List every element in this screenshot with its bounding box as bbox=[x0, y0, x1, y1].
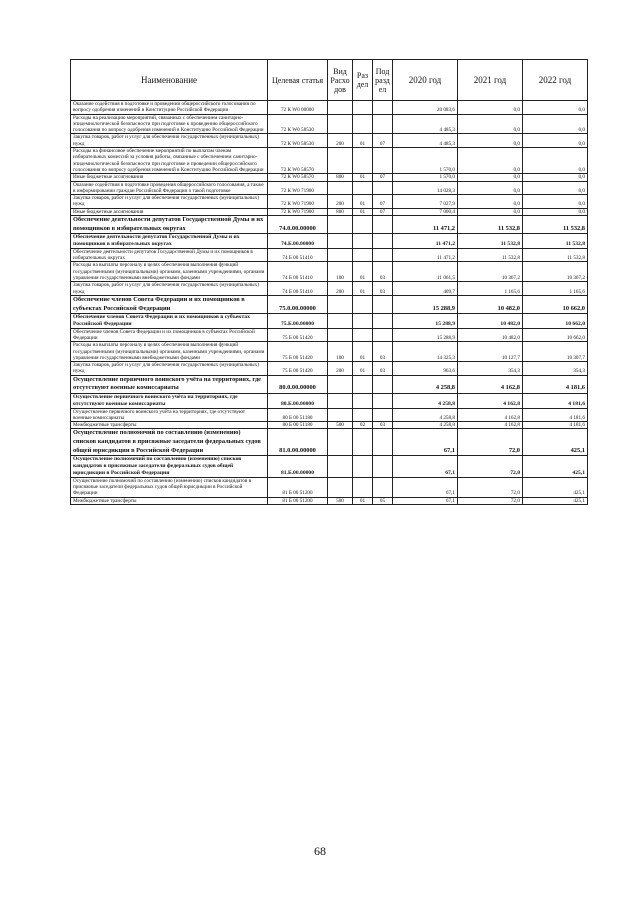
cell-2021: 72,0 bbox=[458, 497, 523, 504]
cell-section bbox=[353, 328, 373, 342]
budget-table bbox=[70, 59, 588, 505]
cell-subsection: 07 bbox=[373, 174, 393, 181]
cell-target-article: 72 К W0 58530 bbox=[268, 114, 328, 134]
cell-2020: 14 325,3 bbox=[393, 342, 458, 362]
cell-name: Осуществление первичного воинского учёта на территориях, где отсутствуют военные комиссариаты bbox=[71, 375, 268, 393]
cell-2022: 0,0 bbox=[523, 208, 588, 215]
table-row bbox=[71, 422, 588, 429]
table-row bbox=[71, 234, 588, 249]
cell-2022: 10 367,2 bbox=[523, 262, 588, 282]
table-row bbox=[71, 174, 588, 181]
cell-2022: 0,0 bbox=[523, 134, 588, 148]
cell-name: Обеспечение деятельности депутатов Государственной Думы и их помощников в избирательных округах bbox=[71, 234, 268, 249]
cell-2021: 72,0 bbox=[458, 477, 523, 497]
cell-target-article: 75 Б 00 51420 bbox=[268, 342, 328, 362]
cell-expense-type bbox=[328, 114, 353, 134]
cell-2020: 4 258,8 bbox=[393, 375, 458, 393]
cell-expense-type bbox=[328, 375, 353, 393]
cell-2021: 0,0 bbox=[458, 181, 523, 195]
table-row bbox=[71, 429, 588, 456]
cell-2020: 11 061,5 bbox=[393, 262, 458, 282]
cell-2022: 0,0 bbox=[523, 114, 588, 134]
cell-2020: 11 471,2 bbox=[393, 248, 458, 262]
cell-2021: 354,3 bbox=[458, 362, 523, 376]
cell-section bbox=[353, 181, 373, 195]
cell-2022: 0,0 bbox=[523, 195, 588, 209]
cell-2021: 11 532,8 bbox=[458, 216, 523, 234]
header-year-2020: 2020 год bbox=[393, 60, 458, 101]
cell-target-article: 81 Б 00 51200 bbox=[268, 497, 328, 504]
cell-subsection: 07 bbox=[373, 208, 393, 215]
table-row bbox=[71, 408, 588, 422]
cell-2021: 0,0 bbox=[458, 195, 523, 209]
cell-2020: 4 258,8 bbox=[393, 408, 458, 422]
cell-2021: 0,0 bbox=[458, 101, 523, 115]
table-body bbox=[71, 101, 588, 505]
cell-2021: 4 162,8 bbox=[458, 393, 523, 408]
cell-2020: 409,7 bbox=[393, 282, 458, 296]
cell-2022: 11 532,8 bbox=[523, 248, 588, 262]
cell-subsection bbox=[373, 101, 393, 115]
cell-2022: 4 181,6 bbox=[523, 393, 588, 408]
cell-name: Осуществление полномочий по составлению (изменению) списков кандидатов в присяжные заседатели федеральных судов общей юрисдикции в Российской Федерации bbox=[71, 477, 268, 497]
cell-target-article: 81.Б.00.00000 bbox=[268, 456, 328, 477]
cell-target-article: 74.Б.00.00000 bbox=[268, 234, 328, 249]
cell-2021: 10 482,0 bbox=[458, 328, 523, 342]
header-year-2021: 2021 год bbox=[458, 60, 523, 101]
cell-section bbox=[353, 477, 373, 497]
table-row bbox=[71, 328, 588, 342]
cell-section bbox=[353, 248, 373, 262]
cell-name: Осуществление первичного воинского учёта на территориях, где отсутствуют военные комиссариаты bbox=[71, 393, 268, 408]
cell-section bbox=[353, 408, 373, 422]
cell-target-article: 75 Б 00 51420 bbox=[268, 328, 328, 342]
cell-2020: 4 258,8 bbox=[393, 393, 458, 408]
cell-expense-type bbox=[328, 456, 353, 477]
cell-subsection: 05 bbox=[373, 497, 393, 504]
cell-name: Закупка товаров, работ и услуг для обеспечения государственных (муниципальных) нужд bbox=[71, 134, 268, 148]
cell-subsection: 07 bbox=[373, 195, 393, 209]
cell-subsection: 07 bbox=[373, 134, 393, 148]
cell-expense-type bbox=[328, 148, 353, 174]
cell-2021: 1 165,6 bbox=[458, 282, 523, 296]
cell-expense-type bbox=[328, 295, 353, 313]
cell-2021: 10 367,2 bbox=[458, 262, 523, 282]
cell-2021: 0,0 bbox=[458, 148, 523, 174]
cell-2022: 11 532,8 bbox=[523, 216, 588, 234]
cell-target-article: 80.0.00.00000 bbox=[268, 375, 328, 393]
cell-2020: 67,1 bbox=[393, 456, 458, 477]
cell-target-article: 75 Б 00 51420 bbox=[268, 362, 328, 376]
table-row bbox=[71, 134, 588, 148]
cell-section bbox=[353, 314, 373, 329]
cell-2022: 425,1 bbox=[523, 456, 588, 477]
cell-section: 01 bbox=[353, 195, 373, 209]
cell-2021: 0,0 bbox=[458, 208, 523, 215]
cell-2022: 0,0 bbox=[523, 148, 588, 174]
budget-table-sheet bbox=[70, 59, 587, 505]
cell-2022: 10 307,7 bbox=[523, 342, 588, 362]
table-row bbox=[71, 248, 588, 262]
cell-2022: 10 662,0 bbox=[523, 328, 588, 342]
cell-expense-type: 800 bbox=[328, 208, 353, 215]
cell-2021: 11 532,8 bbox=[458, 234, 523, 249]
cell-2021: 72,0 bbox=[458, 429, 523, 456]
cell-expense-type: 200 bbox=[328, 362, 353, 376]
table-row bbox=[71, 262, 588, 282]
table-row bbox=[71, 314, 588, 329]
cell-section bbox=[353, 114, 373, 134]
cell-target-article: 72 К W0 58570 bbox=[268, 174, 328, 181]
table-row bbox=[71, 362, 588, 376]
cell-section bbox=[353, 216, 373, 234]
cell-name: Осуществление полномочий по составлению (изменению) списков кандидатов в присяжные заседатели федеральных судов общей юрисдикции в Российской Федерации bbox=[71, 429, 268, 456]
table-row bbox=[71, 101, 588, 115]
cell-name: Обеспечение членов Совета Федерации и их помощников в субъектах Российской Федерации bbox=[71, 328, 268, 342]
cell-subsection: 03 bbox=[373, 262, 393, 282]
cell-2022: 425,1 bbox=[523, 477, 588, 497]
cell-2022: 4 181,6 bbox=[523, 408, 588, 422]
cell-2020: 67,1 bbox=[393, 497, 458, 504]
cell-expense-type bbox=[328, 101, 353, 115]
cell-expense-type: 200 bbox=[328, 195, 353, 209]
cell-target-article: 80 Б 00 51180 bbox=[268, 422, 328, 429]
cell-expense-type bbox=[328, 216, 353, 234]
cell-target-article: 72 К W0 00000 bbox=[268, 101, 328, 115]
cell-subsection: 03 bbox=[373, 422, 393, 429]
cell-section bbox=[353, 375, 373, 393]
cell-name: Расходы на реализацию мероприятий, связанных с обеспечением санитарно-эпидемиологической безопасности при подготовке к проведению общероссийского голосования по вопросу одобрения изменений в Конституцию Российской Федерации bbox=[71, 114, 268, 134]
cell-section: 01 bbox=[353, 282, 373, 296]
cell-2021: 10 482,0 bbox=[458, 295, 523, 313]
cell-2020: 4 485,3 bbox=[393, 114, 458, 134]
cell-2022: 10 662,0 bbox=[523, 295, 588, 313]
cell-name: Закупка товаров, работ и услуг для обеспечения государственных (муниципальных) нужд bbox=[71, 282, 268, 296]
cell-2021: 0,0 bbox=[458, 174, 523, 181]
cell-expense-type: 100 bbox=[328, 262, 353, 282]
header-year-2022: 2022 год bbox=[523, 60, 588, 101]
cell-target-article: 74 Б 00 51410 bbox=[268, 248, 328, 262]
cell-subsection bbox=[373, 456, 393, 477]
cell-expense-type: 800 bbox=[328, 174, 353, 181]
cell-target-article: 72 К W0 58530 bbox=[268, 134, 328, 148]
cell-2020: 4 258,8 bbox=[393, 422, 458, 429]
table-row bbox=[71, 216, 588, 234]
cell-name: Иные бюджетные ассигнования bbox=[71, 208, 268, 215]
cell-expense-type bbox=[328, 314, 353, 329]
cell-name: Обеспечение деятельности депутатов Государственной Думы и их помощников в избирательных округах bbox=[71, 216, 268, 234]
cell-2022: 425,1 bbox=[523, 429, 588, 456]
cell-section: 01 bbox=[353, 342, 373, 362]
cell-expense-type: 500 bbox=[328, 422, 353, 429]
header-section: Раздел bbox=[353, 60, 373, 101]
cell-name: Расходы на финансовое обеспечение мероприятий по выплатам членам избирательных комиссий за условия работы, связанные с обеспечением санитарно-эпидемиологической безопасности при подготовке и проведении общероссийского голосования по вопросу одобрения изменений в Конституцию Российской Федерации bbox=[71, 148, 268, 174]
cell-2020: 1 570,0 bbox=[393, 148, 458, 174]
table-row bbox=[71, 342, 588, 362]
cell-subsection bbox=[373, 393, 393, 408]
cell-2020: 11 471,2 bbox=[393, 234, 458, 249]
cell-section: 01 bbox=[353, 497, 373, 504]
cell-section bbox=[353, 429, 373, 456]
cell-expense-type: 200 bbox=[328, 134, 353, 148]
cell-name: Оказание содействия в подготовке проведения общероссийского голосования, а также в информировании граждан Российской Федерации о такой подготовке bbox=[71, 181, 268, 195]
page-number: 68 bbox=[314, 844, 326, 858]
table-row bbox=[71, 375, 588, 393]
cell-2020: 15 288,9 bbox=[393, 328, 458, 342]
cell-name: Закупка товаров, работ и услуг для обеспечения государственных (муниципальных) нужд bbox=[71, 195, 268, 209]
cell-2021: 0,0 bbox=[458, 134, 523, 148]
cell-target-article: 81 Б 00 51200 bbox=[268, 477, 328, 497]
cell-2020: 11 471,2 bbox=[393, 216, 458, 234]
cell-target-article: 72 К W0 71900 bbox=[268, 208, 328, 215]
cell-2022: 425,1 bbox=[523, 497, 588, 504]
cell-subsection bbox=[373, 148, 393, 174]
cell-subsection bbox=[373, 114, 393, 134]
cell-section bbox=[353, 393, 373, 408]
cell-expense-type bbox=[328, 328, 353, 342]
cell-2021: 10 482,0 bbox=[458, 314, 523, 329]
cell-name: Межбюджетные трансферты bbox=[71, 422, 268, 429]
cell-target-article: 81.0.00.00000 bbox=[268, 429, 328, 456]
cell-target-article: 80 Б 00 51180 bbox=[268, 408, 328, 422]
cell-target-article: 74 Б 00 51410 bbox=[268, 282, 328, 296]
cell-expense-type bbox=[328, 234, 353, 249]
cell-section: 01 bbox=[353, 262, 373, 282]
cell-2022: 354,3 bbox=[523, 362, 588, 376]
cell-subsection bbox=[373, 429, 393, 456]
cell-name: Обеспечение деятельности депутатов Государственной Думы и их помощников в избирательных округах bbox=[71, 248, 268, 262]
cell-subsection: 03 bbox=[373, 282, 393, 296]
cell-expense-type: 100 bbox=[328, 342, 353, 362]
cell-2020: 67,1 bbox=[393, 477, 458, 497]
cell-name: Закупка товаров, работ и услуг для обеспечения государственных (муниципальных) нужд bbox=[71, 362, 268, 376]
cell-name: Расходы на выплаты персоналу в целях обеспечения выполнения функций государственными (муниципальными) органами, казенными учреждениями, органами управления государственными внебюджетными фондами bbox=[71, 262, 268, 282]
cell-expense-type bbox=[328, 248, 353, 262]
cell-expense-type bbox=[328, 408, 353, 422]
cell-name: Межбюджетные трансферты bbox=[71, 497, 268, 504]
cell-2021: 0,0 bbox=[458, 114, 523, 134]
header-name: Наименование bbox=[71, 60, 268, 101]
table-row bbox=[71, 497, 588, 504]
cell-name: Обеспечение членов Совета Федерации и их помощников в субъектах Российской Федерации bbox=[71, 295, 268, 313]
cell-2020: 20 083,6 bbox=[393, 101, 458, 115]
table-row bbox=[71, 148, 588, 174]
cell-expense-type: 200 bbox=[328, 282, 353, 296]
cell-2020: 4 485,3 bbox=[393, 134, 458, 148]
cell-2021: 4 162,8 bbox=[458, 375, 523, 393]
cell-expense-type bbox=[328, 393, 353, 408]
cell-name: Расходы на выплаты персоналу в целях обеспечения выполнения функций государственными (муниципальными) органами, казенными учреждениями, органами управления государственными внебюджетными фондами bbox=[71, 342, 268, 362]
cell-target-article: 74.0.00.00000 bbox=[268, 216, 328, 234]
cell-name: Осуществление первичного воинского учёта на территориях, где отсутствуют военные комиссариаты bbox=[71, 408, 268, 422]
cell-2020: 7 000,4 bbox=[393, 208, 458, 215]
cell-section bbox=[353, 456, 373, 477]
cell-2022: 11 532,8 bbox=[523, 234, 588, 249]
cell-expense-type bbox=[328, 477, 353, 497]
cell-subsection: 03 bbox=[373, 342, 393, 362]
cell-2022: 10 662,0 bbox=[523, 314, 588, 329]
cell-section bbox=[353, 101, 373, 115]
cell-section: 01 bbox=[353, 174, 373, 181]
cell-target-article: 72 К W0 71900 bbox=[268, 181, 328, 195]
cell-subsection bbox=[373, 216, 393, 234]
cell-2020: 15 288,9 bbox=[393, 295, 458, 313]
table-row bbox=[71, 456, 588, 477]
cell-expense-type bbox=[328, 429, 353, 456]
cell-subsection bbox=[373, 477, 393, 497]
cell-2022: 0,0 bbox=[523, 181, 588, 195]
cell-target-article: 72 К W0 58570 bbox=[268, 148, 328, 174]
cell-subsection bbox=[373, 248, 393, 262]
cell-subsection bbox=[373, 234, 393, 249]
cell-target-article: 75.Б.00.00000 bbox=[268, 314, 328, 329]
table-row bbox=[71, 477, 588, 497]
cell-2020: 7 027,9 bbox=[393, 195, 458, 209]
header-target-article: Целевая статья bbox=[268, 60, 328, 101]
table-row bbox=[71, 393, 588, 408]
table-row bbox=[71, 282, 588, 296]
cell-2022: 4 181,6 bbox=[523, 375, 588, 393]
cell-2021: 11 532,8 bbox=[458, 248, 523, 262]
cell-expense-type: 500 bbox=[328, 497, 353, 504]
cell-2021: 10 127,7 bbox=[458, 342, 523, 362]
cell-expense-type bbox=[328, 181, 353, 195]
cell-subsection bbox=[373, 375, 393, 393]
table-header-row bbox=[71, 60, 588, 101]
cell-subsection bbox=[373, 328, 393, 342]
cell-2020: 14 028,3 bbox=[393, 181, 458, 195]
cell-section bbox=[353, 295, 373, 313]
table-row bbox=[71, 181, 588, 195]
cell-2021: 72,0 bbox=[458, 456, 523, 477]
cell-2021: 4 162,8 bbox=[458, 422, 523, 429]
cell-section: 02 bbox=[353, 422, 373, 429]
cell-2022: 0,0 bbox=[523, 101, 588, 115]
cell-target-article: 75.0.00.00000 bbox=[268, 295, 328, 313]
cell-2020: 1 570,0 bbox=[393, 174, 458, 181]
header-subsection: Подраздел bbox=[373, 60, 393, 101]
cell-2020: 15 288,9 bbox=[393, 314, 458, 329]
cell-section: 01 bbox=[353, 362, 373, 376]
cell-name: Осуществление полномочий по составлению (изменению) списков кандидатов в присяжные заседатели федеральных судов общей юрисдикции в Российской Федерации bbox=[71, 456, 268, 477]
cell-2020: 67,1 bbox=[393, 429, 458, 456]
cell-subsection bbox=[373, 314, 393, 329]
cell-target-article: 72 К W0 71900 bbox=[268, 195, 328, 209]
cell-subsection: 03 bbox=[373, 362, 393, 376]
cell-name: Иные бюджетные ассигнования bbox=[71, 174, 268, 181]
cell-subsection bbox=[373, 181, 393, 195]
table-row bbox=[71, 195, 588, 209]
table-row bbox=[71, 114, 588, 134]
cell-section: 01 bbox=[353, 134, 373, 148]
cell-2022: 4 181,6 bbox=[523, 422, 588, 429]
cell-name: Обеспечение членов Совета Федерации и их помощников в субъектах Российской Федерации bbox=[71, 314, 268, 329]
cell-subsection bbox=[373, 295, 393, 313]
cell-section bbox=[353, 234, 373, 249]
cell-2021: 4 162,8 bbox=[458, 408, 523, 422]
header-expense-type: Вид Расходов bbox=[328, 60, 353, 101]
cell-subsection bbox=[373, 408, 393, 422]
table-row bbox=[71, 208, 588, 215]
cell-target-article: 74 Б 00 51410 bbox=[268, 262, 328, 282]
cell-name: Оказание содействия в подготовке и проведении общероссийского голосования по вопросу одобрения изменений в Конституцию Российской Федерации bbox=[71, 101, 268, 115]
table-row bbox=[71, 295, 588, 313]
cell-2020: 963,6 bbox=[393, 362, 458, 376]
cell-target-article: 80.Б.00.00000 bbox=[268, 393, 328, 408]
cell-section: 01 bbox=[353, 208, 373, 215]
cell-2022: 0,0 bbox=[523, 174, 588, 181]
cell-2022: 1 165,6 bbox=[523, 282, 588, 296]
cell-section bbox=[353, 148, 373, 174]
